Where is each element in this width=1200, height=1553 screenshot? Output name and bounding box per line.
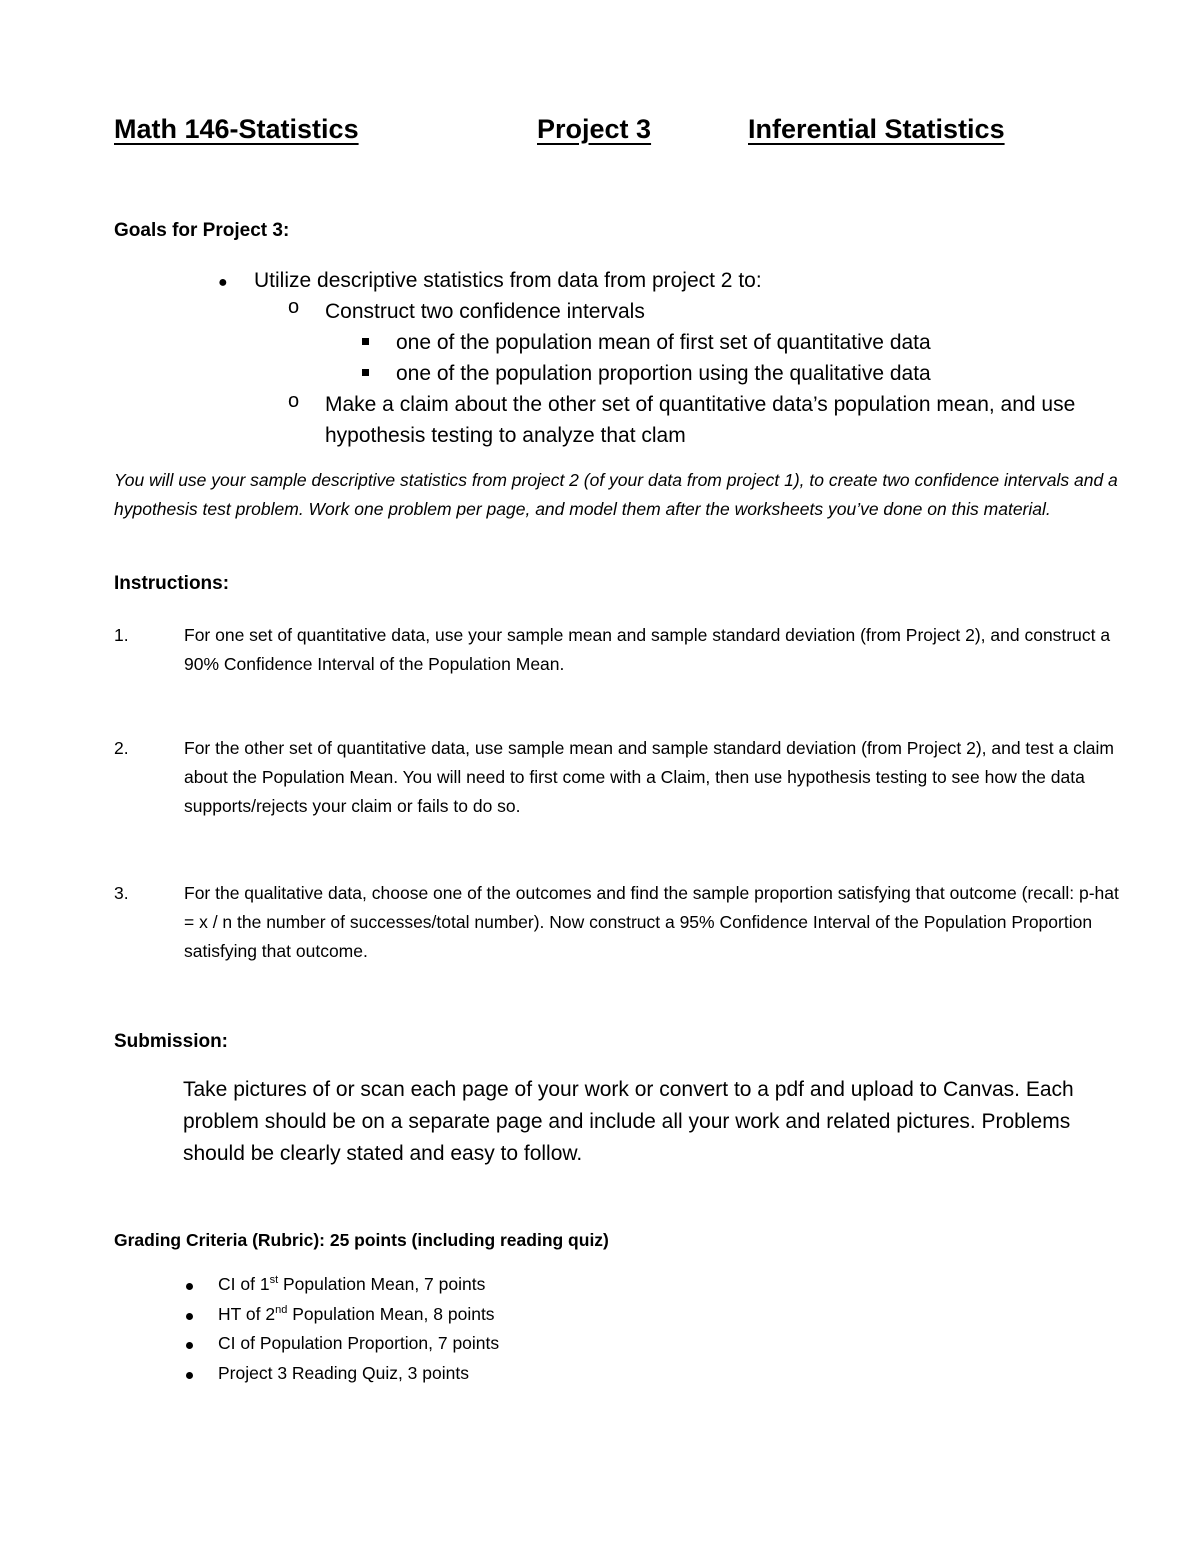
- square-bullet-icon: [362, 369, 369, 376]
- rubric-item-text: Population Mean, 7 points: [278, 1274, 486, 1294]
- hollow-bullet-icon: o: [288, 296, 300, 318]
- hollow-bullet-icon: o: [288, 390, 300, 412]
- intro-paragraph: You will use your sample descriptive statistics from project 2 (of your data from project 1), to create two confidence intervals and a hypothesis test problem. Work one problem per page, and model them after the worksheets you’ve done on this material.: [114, 470, 1118, 519]
- goals-sub2-line2: hypothesis testing to analyze that clam: [325, 424, 686, 447]
- rubric-item-text: CI of 1: [218, 1274, 270, 1294]
- ordinal-suffix: st: [269, 1274, 279, 1287]
- rubric-item-text: CI of Population Proportion, 7 points: [218, 1333, 500, 1353]
- instruction-number: 2.: [114, 738, 129, 758]
- instructions-heading: Instructions:: [114, 573, 230, 594]
- goals-sub1: Construct two confidence intervals: [325, 300, 645, 323]
- project-title: Project 3: [537, 114, 652, 144]
- goals-sub2-line1: Make a claim about the other set of quantitative data’s population mean, and use: [325, 393, 1076, 416]
- bullet-icon: [186, 1283, 193, 1290]
- instruction-number: 3.: [114, 883, 129, 903]
- bullet-icon: [186, 1313, 193, 1320]
- rubric-item-text: Project 3 Reading Quiz, 3 points: [218, 1363, 469, 1383]
- title-row: [0, 114, 1200, 154]
- bullet-icon: [186, 1342, 193, 1349]
- topic-title: Inferential Statistics: [748, 114, 1005, 144]
- rubric-item: [218, 1304, 495, 1325]
- submission-heading: Submission:: [114, 1031, 229, 1052]
- bullet-icon: ●: [218, 274, 228, 291]
- rubric-item-text: Population Mean, 8 points: [287, 1304, 495, 1324]
- instruction-text: For the qualitative data, choose one of the outcomes and find the sample proportion satisfying that outcome (recall: p-hat = x / n the number of successes/total number). Now construct a 95% Confidence Interval of the Population Proportion satisfying that outcome.: [184, 883, 1119, 961]
- rubric-item: [218, 1363, 469, 1384]
- square-bullet-icon: [362, 338, 369, 345]
- goals-heading: Goals for Project 3:: [114, 220, 290, 241]
- bullet-icon: [186, 1372, 193, 1379]
- ordinal-suffix: nd: [275, 1304, 288, 1317]
- goals-sub1-item-1: one of the population mean of first set of quantitative data: [396, 331, 931, 354]
- grading-heading: Grading Criteria (Rubric): 25 points (including reading quiz): [114, 1230, 609, 1250]
- goals-sub1-item-2: one of the population proportion using the qualitative data: [396, 362, 931, 385]
- rubric-item-text: HT of 2: [218, 1304, 276, 1324]
- instruction-text: For the other set of quantitative data, use sample mean and sample standard deviation (from Project 2), and test a claim about the Population Mean. You will need to first come with a Claim, then use hypothesis testing to see how the data supports/rejects your claim or fails to do so.: [184, 738, 1114, 816]
- instruction-number: 1.: [114, 625, 129, 645]
- goals-main: Utilize descriptive statistics from data from project 2 to:: [254, 269, 762, 292]
- course-title: Math 146-Statistics: [114, 114, 359, 144]
- rubric-item: [218, 1274, 485, 1295]
- submission-text: Take pictures of or scan each page of your work or convert to a pdf and upload to Canvas. Each problem should be on a separate page and include all your work and related pictures. Problems should be clearly stated and easy to follow.: [183, 1078, 1074, 1165]
- rubric-item: [218, 1333, 499, 1354]
- instruction-text: For one set of quantitative data, use your sample mean and sample standard deviation (from Project 2), and construct a 90% Confidence Interval of the Population Mean.: [184, 625, 1111, 674]
